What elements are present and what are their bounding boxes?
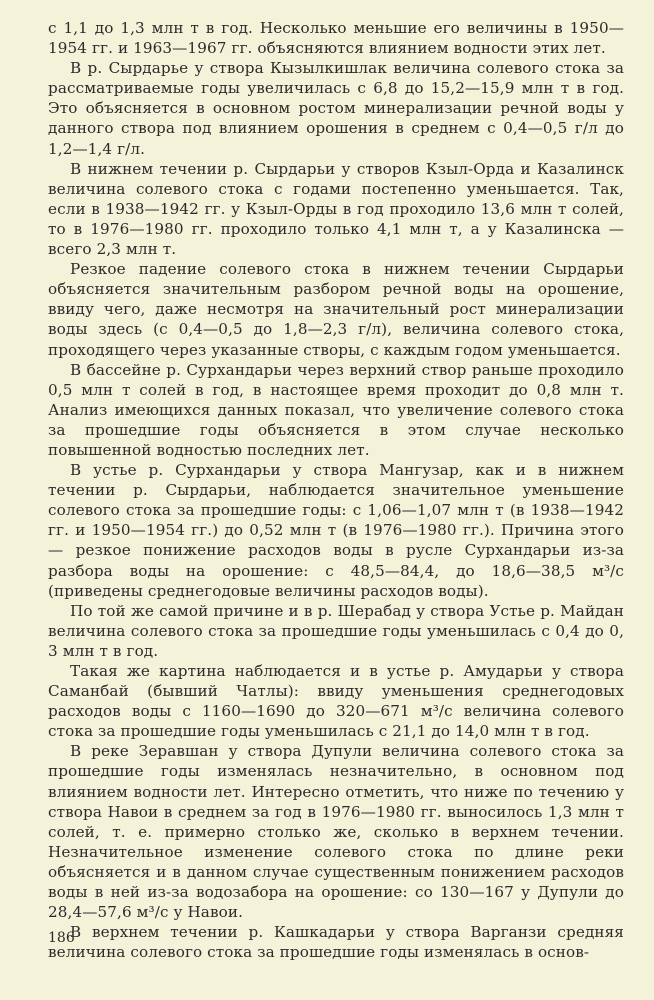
paragraph: В р. Сырдарье у створа Кызылкишлак величина солевого стока за рассматриваемые годы увеличилась с 6,8 до 15,2—15,9 млн т в год. Это объясняется в основном ростом минерализации речной воды у данного створа под влиянием орошения в среднем с 0,4—0,5 г/л до 1,2—1,4 г/л. bbox=[48, 59, 624, 158]
paragraph: В верхнем течении р. Кашкадарьи у створа Варганзи средняя величина солевого стока за прошедшие годы изменялась в основ- bbox=[48, 923, 624, 962]
page-number: 186 bbox=[48, 930, 75, 946]
paragraph: В нижнем течении р. Сырдарьи у створов Кзыл-Орда и Казалинск величина солевого стока с годами постепенно уменьшается. Так, если в 1938—1942 гг. у Кзыл-Орды в год проходило 13,6 млн т солей, то в 1976—1980 гг. проходило только 4,1 млн т, а у Казалинска — всего 2,3 млн т. bbox=[48, 159, 624, 259]
paragraph: с 1,1 до 1,3 млн т в год. Несколько меньшие его величины в 1950—1954 гг. и 1963—1967 гг. объясняются влиянием водности этих лет. bbox=[48, 19, 624, 58]
paragraph: В бассейне р. Сурхандарьи через верхний створ раньше проходило 0,5 млн т солей в год, в настоящее время проходит до 0,8 млн т. Анализ имеющихся данных показал, что увеличение солевого стока за прошедшие годы объясняется в этом случае несколько повышенной водностью последних лет. bbox=[48, 360, 624, 459]
body-text bbox=[48, 18, 624, 962]
paragraph: В реке Зеравшан у створа Дупули величина солевого стока за прошедшие годы изменялась незначительно, в основном под влиянием водности лет. Интересно отметить, что ниже по течению у створа Навои в среднем за год в 1976—1980 гг. выносилось 1,3 млн т солей, т. е. примерно столько же, сколько в верхнем течении. Незначительное изменение солевого стока по длине реки объясняется и в данном случае существенным понижением расходов воды в ней из-за водозабора на орошение: со 130—167 у Дупули до 28,4—57,6 м³/с у Навои. bbox=[48, 742, 624, 922]
paragraph: Резкое падение солевого стока в нижнем течении Сырдарьи объясняется значительным разбором речной воды на орошение, ввиду чего, даже несмотря на значительный рост минерализации воды здесь (с 0,4—0,5 до 1,8—2,3 г/л), величина солевого стока, проходящего через указанные створы, с каждым годом уменьшается. bbox=[48, 260, 624, 359]
paragraph: В устье р. Сурхандарьи у створа Мангузар, как и в нижнем течении р. Сырдарьи, наблюдается значительное уменьшение солевого стока за прошедшие годы: с 1,06—1,07 млн т (в 1938—1942 гг. и 1950—1954 гг.) до 0,52 млн т (в 1976—1980 гг.). Причина этого — резкое понижение расходов воды в русле Сурхандарьи из-за разбора воды на орошение: с 48,5—84,4, до 18,6—38,5 м³/с (приведены среднегодовые величины расходов воды). bbox=[48, 461, 624, 600]
paragraph: По той же самой причине и в р. Шерабад у створа Устье р. Майдан величина солевого стока за прошедшие годы уменьшилась с 0,4 до 0, 3 млн т в год. bbox=[48, 601, 624, 660]
paragraph: Такая же картина наблюдается и в устье р. Амударьи у створа Саманбай (бывший Чатлы): ввиду уменьшения среднегодовых расходов воды с 1160—1690 до 320—671 м³/с величина солевого стока за прошедшие годы уменьшилась с 21,1 до 14,0 млн т в год. bbox=[48, 662, 624, 741]
